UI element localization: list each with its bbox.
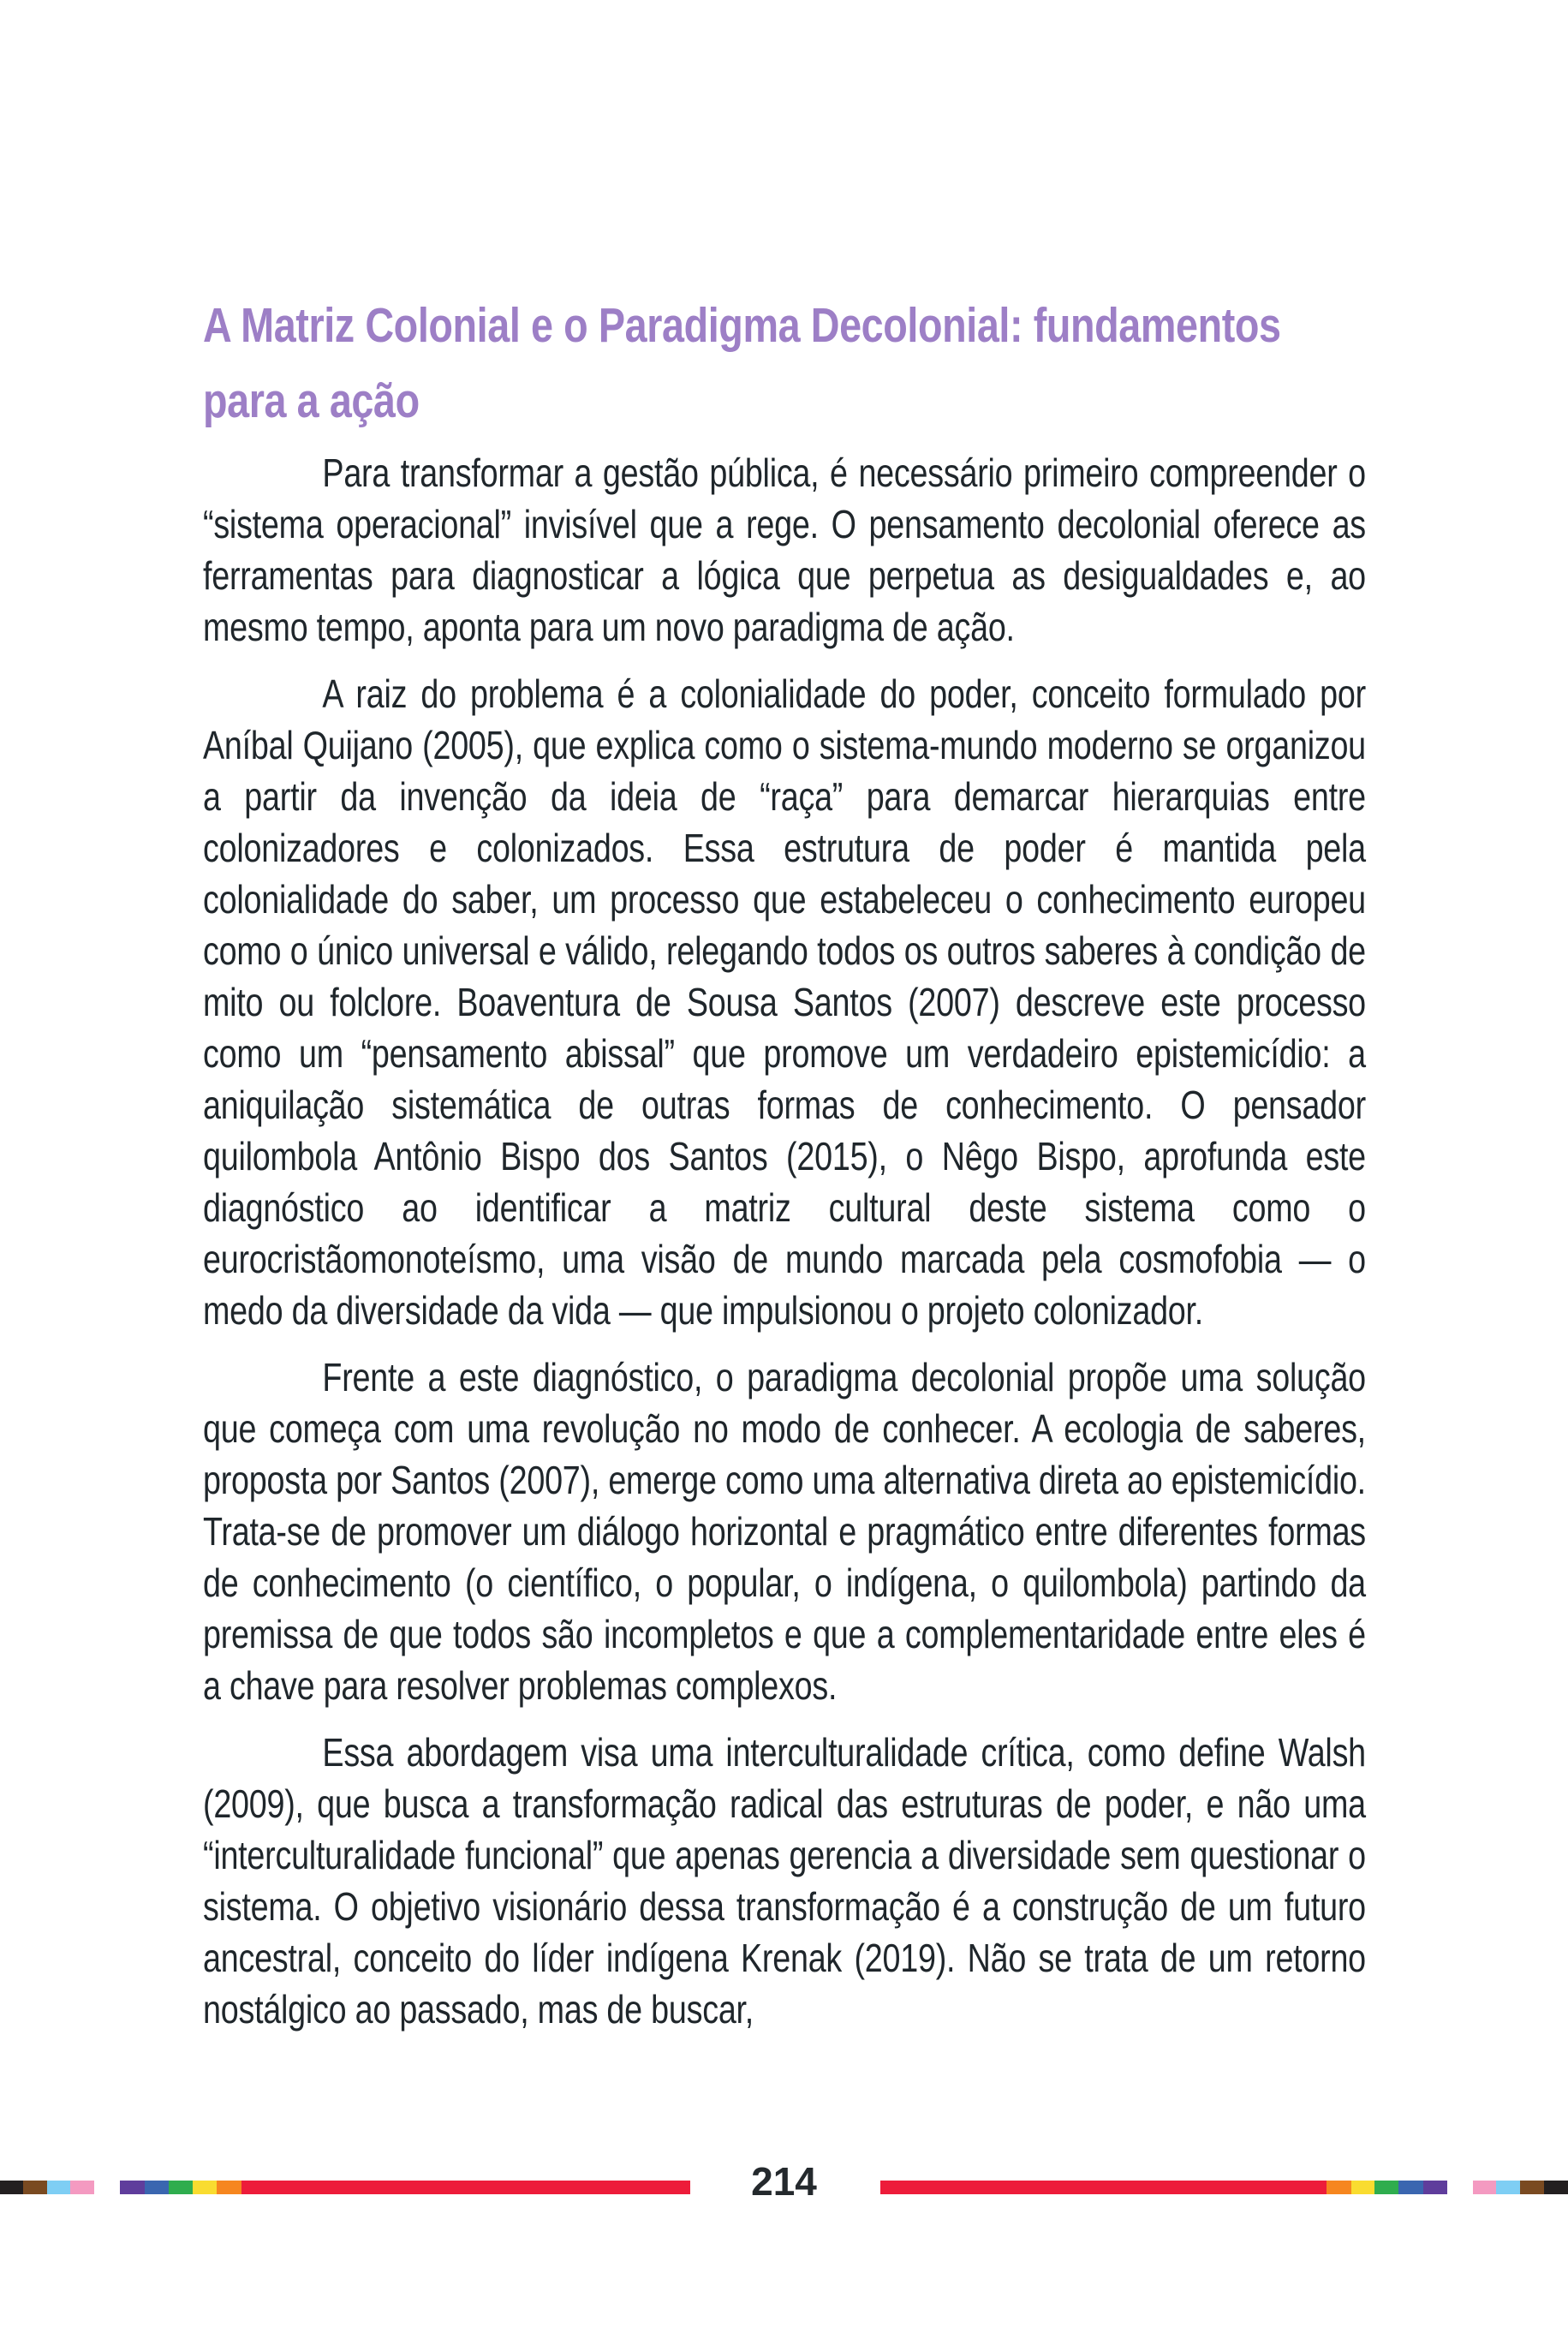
footer-decoration-right	[880, 2181, 1568, 2194]
color-bar-red	[241, 2181, 690, 2194]
paragraph-1: Para transformar a gestão pública, é necessário primeiro compreender o “sistema operacional” invisível que a rege. O pensamento decolonial oferece as ferramentas para diagnosticar a lógica que perpetua as desigualdades e, ao mesmo tempo, aponta para um novo paradigma de ação.	[203, 450, 1366, 649]
color-bar-brown	[1520, 2181, 1544, 2194]
color-bar-pink	[70, 2181, 94, 2194]
color-bar-purple	[120, 2181, 145, 2194]
color-bar-gap	[1447, 2181, 1473, 2194]
footer-decoration-left	[0, 2181, 690, 2194]
paragraph-2: A raiz do problema é a colonialidade do poder, conceito formulado por Aníbal Quijano (2005), que explica como o sistema-mundo moderno se organizou a partir da invenção da ideia de “raça” para demarcar hierarquias entre colonizadores e colonizados. Essa estrutura de poder é mantida pela colonialidade do saber, um processo que estabeleceu o conhecimento europeu como o único universal e válido, relegando todos os outros saberes à condição de mito ou folclore. Boaventura de Sousa Santos (2007) descreve este processo como um “pensamento abissal” que promove um verdadeiro epistemicídio: a aniquilação sistemática de outras formas de conhecimento. O pensador quilombola Antônio Bispo dos Santos (2015), o Nêgo Bispo, aprofunda este diagnóstico ao identificar a matriz cultural deste sistema como o eurocristãomonoteísmo, uma visão de mundo marcada pela cosmofobia — o medo da diversidade da vida — que impulsionou o projeto colonizador.	[203, 671, 1366, 1333]
color-bar-red	[880, 2181, 1327, 2194]
page-number: 214	[751, 2159, 817, 2204]
color-bar-black	[0, 2181, 23, 2194]
body-text	[203, 447, 1366, 2035]
section-heading	[203, 288, 1366, 439]
color-bar-gap	[94, 2181, 120, 2194]
color-bar-purple	[1423, 2181, 1447, 2194]
color-bar-yellow	[193, 2181, 217, 2194]
color-bar-orange	[1327, 2181, 1351, 2194]
paragraph-4: Essa abordagem visa uma interculturalidade crítica, como define Walsh (2009), que busca a transformação radical das estruturas de poder, e não uma “interculturalidade funcional” que apenas gerencia a diversidade sem questionar o sistema. O objetivo visionário dessa transformação é a construção de um futuro ancestral, conceito do líder indígena Krenak (2019). Não se trata de um retorno nostálgico ao passado, mas de buscar,	[203, 1730, 1366, 2032]
section-heading-line-2: para a ação	[203, 373, 420, 428]
paragraph-3: Frente a este diagnóstico, o paradigma decolonial propõe uma solução que começa com uma revolução no modo de conhecer. A ecologia de saberes, proposta por Santos (2007), emerge como uma alternativa direta ao epistemicídio. Trata-se de promover um diálogo horizontal e pragmático entre diferentes formas de conhecimento (o científico, o popular, o indígena, o quilombola) partindo da premissa de que todos são incompletos e que a complementaridade entre eles é a chave para resolver problemas complexos.	[203, 1355, 1366, 1708]
color-bar-light-blue	[1496, 2181, 1520, 2194]
color-bar-pink	[1473, 2181, 1496, 2194]
color-bar-blue	[145, 2181, 169, 2194]
color-bar-blue	[1398, 2181, 1423, 2194]
condensed-text-wrapper	[203, 288, 1366, 2035]
color-bar-light-blue	[47, 2181, 70, 2194]
color-bar-yellow	[1351, 2181, 1374, 2194]
color-bar-black	[1544, 2181, 1568, 2194]
color-bar-brown	[23, 2181, 47, 2194]
text-column	[203, 288, 1366, 2035]
section-heading-line-1: A Matriz Colonial e o Paradigma Decolonial: fundamentos	[203, 298, 1281, 353]
color-bar-orange	[217, 2181, 241, 2194]
color-bar-green	[1374, 2181, 1398, 2194]
color-bar-green	[169, 2181, 193, 2194]
